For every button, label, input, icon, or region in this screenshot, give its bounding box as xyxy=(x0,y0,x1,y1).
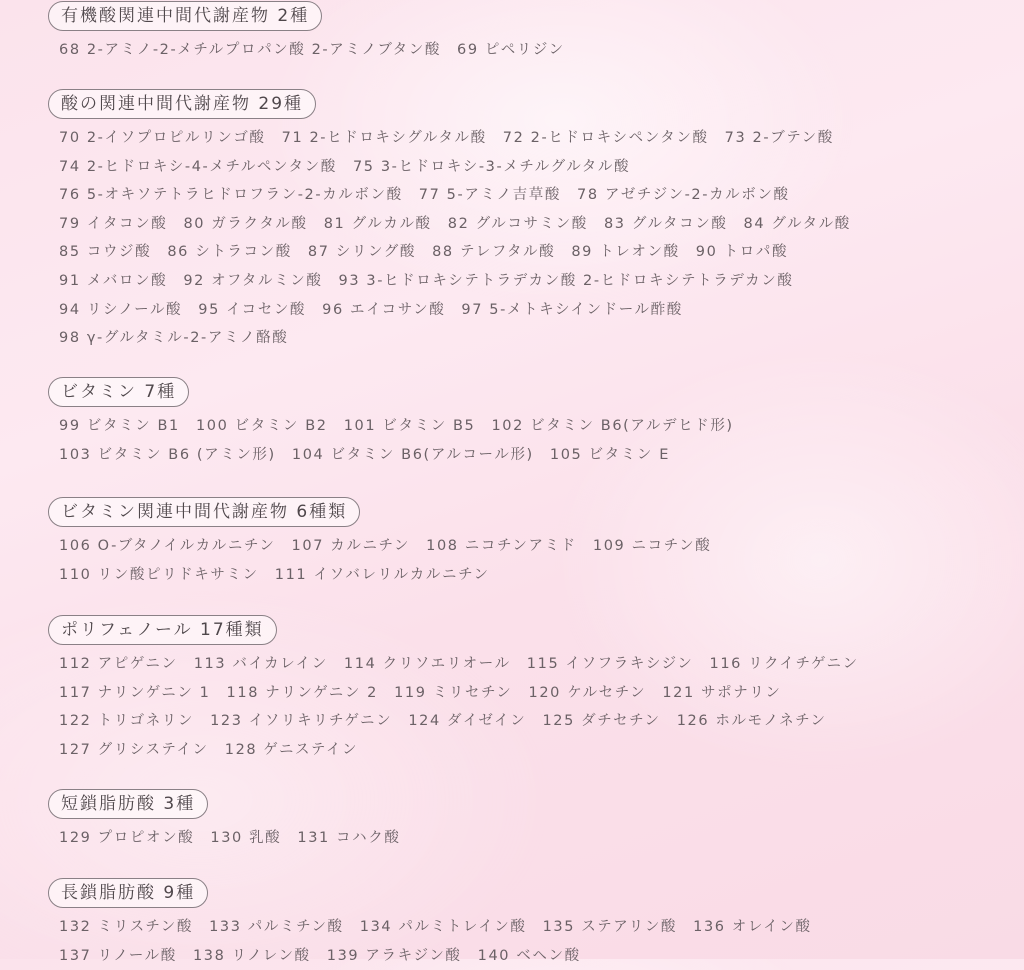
section-short-chain-fatty-acids xyxy=(48,789,400,853)
section-title: 有機酸関連中間代謝産物 2種 xyxy=(48,1,322,31)
item-line: 137 リノール酸 138 リノレン酸 139 アラキジン酸 140 ベヘン酸 xyxy=(59,947,581,964)
section-vitamin-intermediates xyxy=(48,497,711,589)
item-line: 68 2-アミノ-2-メチルプロパン酸 2-アミノブタン酸 69 ピペリジン xyxy=(59,42,565,58)
item-line: 129 プロピオン酸 130 乳酸 131 コハク酸 xyxy=(59,830,401,846)
item-line: 106 O-ブタノイルカルニチン 107 カルニチン 108 ニコチンアミド 109 ニコチン酸 xyxy=(59,538,712,554)
item-line: 132 ミリスチン酸 133 パルミチン酸 134 パルミトレイン酸 135 ステアリン酸 136 オレイン酸 xyxy=(59,919,812,935)
item-line: 122 トリゴネリン 123 イソリキリチゲニン 124 ダイゼイン 125 ダチセチン 126 ホルモノネチン xyxy=(59,713,827,730)
section-items xyxy=(48,36,565,65)
section-title: 酸の関連中間代謝産物 29種 xyxy=(48,89,316,119)
section-title: 短鎖脂肪酸 3種 xyxy=(48,789,208,819)
section-items xyxy=(48,412,734,469)
item-line: 117 ナリンゲニン 1 118 ナリンゲニン 2 119 ミリセチン 120 ケルセチン 121 サポナリン xyxy=(59,684,782,701)
section-long-chain-fatty-acids xyxy=(48,878,812,970)
section-items xyxy=(48,913,812,970)
section-items xyxy=(48,124,851,353)
item-line: 74 2-ヒドロキシ-4-メチルペンタン酸 75 3-ヒドロキシ-3-メチルグルタル酸 xyxy=(59,158,631,175)
item-line: 79 イタコン酸 80 ガラクタル酸 81 グルカル酸 82 グルコサミン酸 83 グルタコン酸 84 グルタル酸 xyxy=(59,215,851,232)
item-line: 85 コウジ酸 86 シトラコン酸 87 シリング酸 88 テレフタル酸 89 トレオン酸 90 トロパ酸 xyxy=(59,244,789,261)
item-line: 127 グリシステイン 128 ゲニステイン xyxy=(59,741,359,758)
section-polyphenols xyxy=(48,615,859,764)
section-items xyxy=(48,532,711,589)
item-line: 110 リン酸ピリドキサミン 111 イソバレリルカルニチン xyxy=(59,566,490,583)
section-title: 長鎖脂肪酸 9種 xyxy=(48,878,208,908)
item-line: 98 γ-グルタミル-2-アミノ酪酸 xyxy=(59,330,289,347)
section-items xyxy=(48,824,400,853)
item-line: 103 ビタミン B6 (アミン形) 104 ビタミン B6(アルコール形) 105 ビタミン E xyxy=(59,446,670,463)
item-line: 91 メバロン酸 92 オフタルミン酸 93 3-ヒドロキシテトラデカン酸 2-ヒドロキシテトラデカン酸 xyxy=(59,272,794,289)
section-acid-intermediates xyxy=(48,89,851,353)
section-title: ビタミン 7種 xyxy=(48,377,189,407)
item-line: 70 2-イソプロピルリンゴ酸 71 2-ヒドロキシグルタル酸 72 2-ヒドロキシペンタン酸 73 2-ブテン酸 xyxy=(59,130,834,146)
section-title: ビタミン関連中間代謝産物 6種類 xyxy=(48,497,360,527)
section-vitamins xyxy=(48,377,734,469)
item-line: 76 5-オキソテトラヒドロフラン-2-カルボン酸 77 5-アミノ吉草酸 78 アゼチジン-2-カルボン酸 xyxy=(59,187,790,204)
item-line: 99 ビタミン B1 100 ビタミン B2 101 ビタミン B5 102 ビタミン B6(アルデヒド形) xyxy=(59,418,734,434)
section-title: ポリフェノール 17種類 xyxy=(48,615,277,645)
item-line: 112 アピゲニン 113 バイカレイン 114 クリソエリオール 115 イソフラキシジン 116 リクイチゲニン xyxy=(59,656,859,672)
section-items xyxy=(48,650,859,764)
item-line: 94 リシノール酸 95 イコセン酸 96 エイコサン酸 97 5-メトキシインドール酢酸 xyxy=(59,301,683,318)
section-organic-acid-intermediates xyxy=(48,1,565,65)
